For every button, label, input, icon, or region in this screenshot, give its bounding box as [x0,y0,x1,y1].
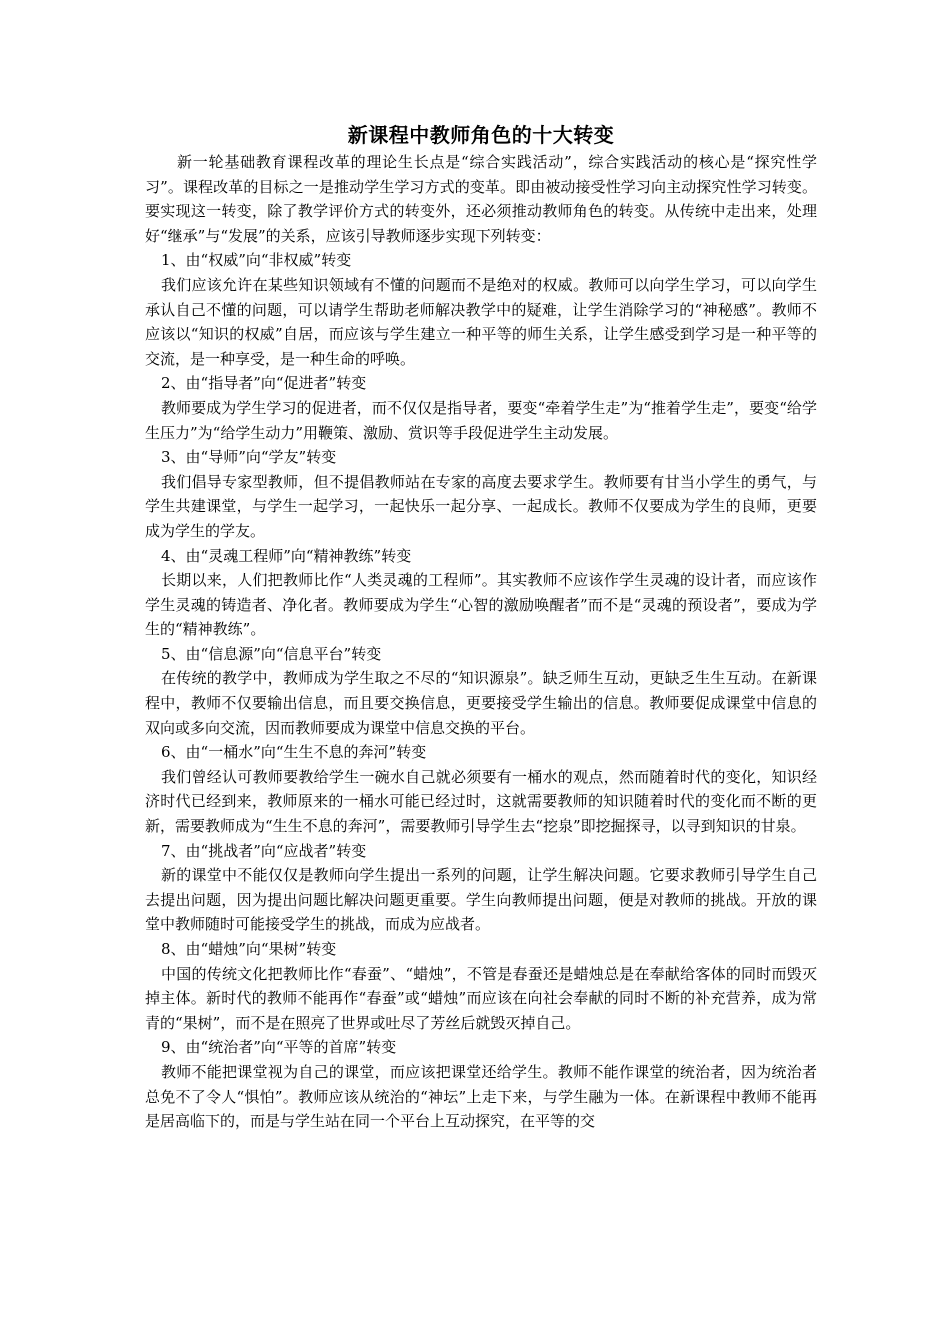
section-heading: 1、由“权威”向“非权威”转变 [161,251,352,270]
section-1 [145,248,817,371]
document-page [145,120,817,1134]
section-heading: 3、由“导师”向“学友”转变 [161,448,337,467]
section-body: 我们倡导专家型教师，但不提倡教师站在专家的高度去要求学生。教师要有甘当小学生的勇气，与学生共建课堂，与学生一起学习，一起快乐一起分享、一起成长。教师不仅要成为学生的良师，更要成为学生的学友。 [145,472,817,540]
section-6 [145,740,817,838]
section-body: 新的课堂中不能仅仅是教师向学生提出一系列的问题，让学生解决问题。它要求教师引导学生自己去提出问题，因为提出问题比解决问题更重要。学生向教师提出问题，便是对教师的挑战。开放的课堂中教师随时可能接受学生的挑战，而成为应战者。 [145,866,817,934]
section-heading: 6、由“一桶水”向“生生不息的奔河”转变 [161,743,427,762]
section-3 [145,445,817,543]
section-heading: 5、由“信息源”向“信息平台”转变 [161,644,382,663]
section-7 [145,839,817,937]
section-heading: 7、由“挑战者”向“应战者”转变 [161,841,367,860]
section-body: 在传统的教学中，教师成为学生取之不尽的“知识源泉”。缺乏师生互动，更缺乏生生互动。在新课程中，教师不仅要输出信息，而且要交换信息，更要接受学生输出的信息。教师要促成课堂中信息的双向或多向交流，因而教师要成为课堂中信息交换的平台。 [145,669,817,737]
section-heading: 4、由“灵魂工程师”向“精神教练”转变 [161,546,412,565]
section-body: 教师不能把课堂视为自己的课堂，而应该把课堂还给学生。教师不能作课堂的统治者，因为统治者总免不了令人“惧怕”。教师应该从统治的“神坛”上走下来，与学生融为一体。在新课程中教师不能再是居高临下的，而是与学生站在同一个平台上互动探究，在平等的交 [145,1062,817,1131]
section-heading: 8、由“蜡烛”向“果树”转变 [161,940,337,958]
section-body: 我们曾经认可教师要教给学生一碗水自己就必须要有一桶水的观点，然而随着时代的变化，知识经济时代已经到来，教师原来的一桶水可能已经过时，这就需要教师的知识随着时代的变化而不断的更新，需要教师成为“生生不息的奔河”，需要教师引导学生去“挖泉”即挖掘探寻，以寻到知识的甘泉。 [145,767,817,836]
section-2 [145,371,817,445]
section-body: 教师要成为学生学习的促进者，而不仅仅是指导者，要变“牵着学生走”为“推着学生走”，要变“给学生压力”为“给学生动力”用鞭策、激励、赏识等手段促进学生主动发展。 [145,398,817,442]
section-body: 我们应该允许在某些知识领域有不懂的问题而不是绝对的权威。教师可以向学生学习，可以向学生承认自己不懂的问题，可以请学生帮助老师解决教学中的疑难，让学生消除学习的“神秘感”。教师不应该以“知识的权威”自居，而应该与学生建立一种平等的师生关系，让学生感受到学习是一种平等的交流，是一种享受，是一种生命的呼唤。 [145,275,817,368]
section-5 [145,642,817,740]
section-body: 中国的传统文化把教师比作“春蚕”、“蜡烛”，不管是春蚕还是蜡烛总是在奉献给客体的同时而毁灭掉主体。新时代的教师不能再作“春蚕”或“蜡烛”而应该在向社会奉献的同时不断的补充营养，成为常青的“果树”，而不是在照亮了世界或吐尽了芳丝后就毁灭掉自己。 [145,964,817,1032]
section-heading: 9、由“统治者”向“平等的首席”转变 [161,1038,397,1057]
intro-paragraph: 新一轮基础教育课程改革的理论生长点是“综合实践活动”，综合实践活动的核心是“探究性学习”。课程改革的目标之一是推动学生学习方式的变革。即由被动接受性学习向主动探究性学习转变。要实现这一转变，除了教学评价方式的转变外，还必须推动教师角色的转变。从传统中走出来，处理好“继承”与“发展”的关系，应该引导教师逐步实现下列转变： [145,153,817,245]
section-8 [145,937,817,1035]
document-title: 新课程中教师角色的十大转变 [347,123,615,147]
section-4 [145,544,817,642]
section-heading: 2、由“指导者”向“促进者”转变 [161,374,367,393]
section-body: 长期以来，人们把教师比作“人类灵魂的工程师”。其实教师不应该作学生灵魂的设计者，而应该作学生灵魂的铸造者、净化者。教师要成为学生“心智的激励唤醒者”而不是“灵魂的预设者”，要成为学生的“精神教练”。 [145,571,817,639]
section-9 [145,1035,817,1133]
